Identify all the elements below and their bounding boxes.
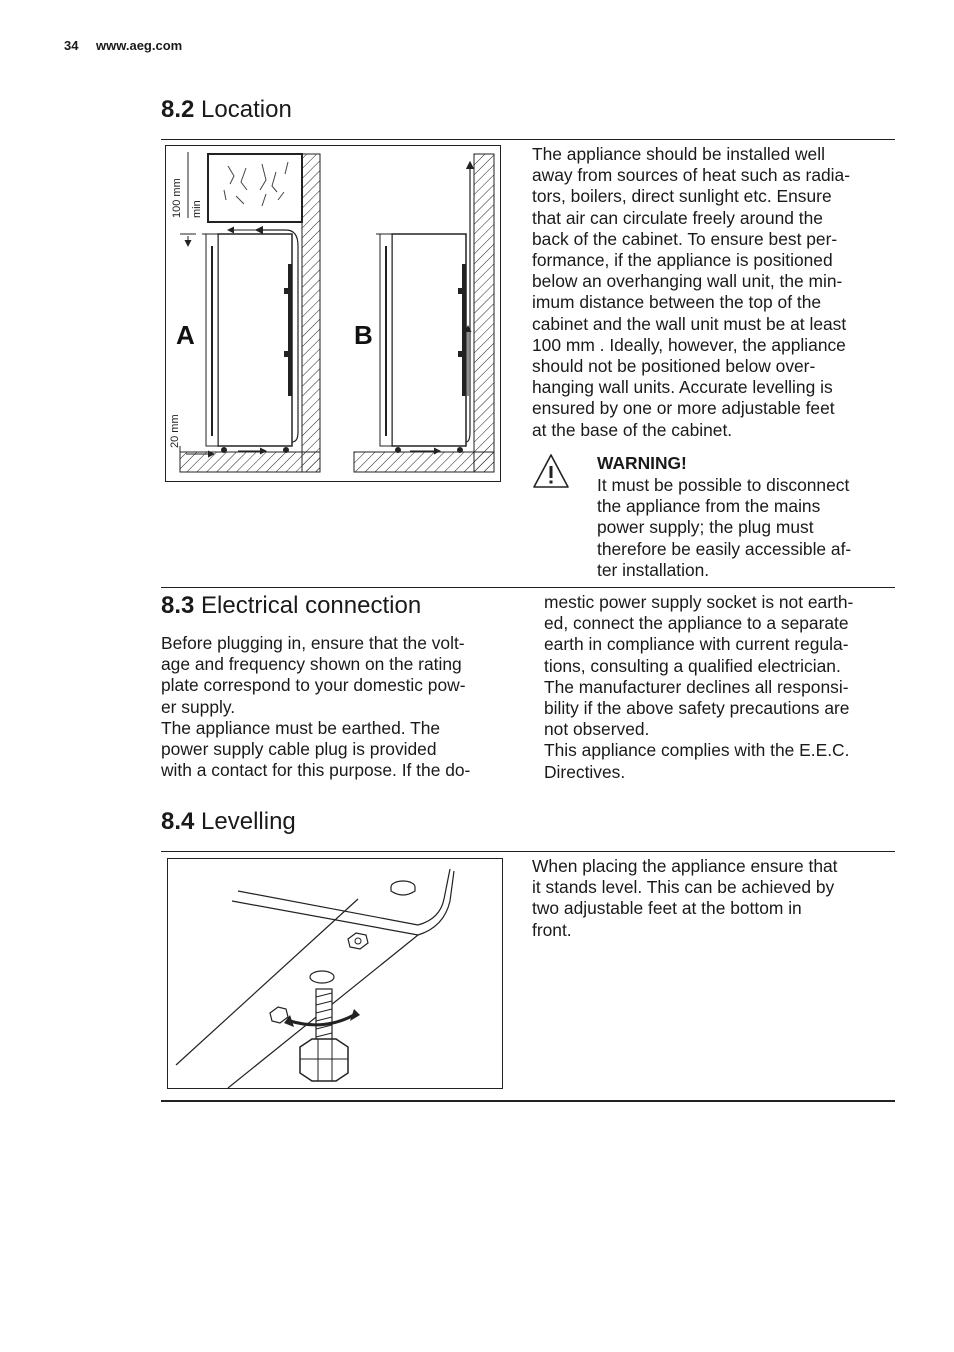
figure-label-b: B xyxy=(354,320,373,350)
wall-a xyxy=(302,154,320,472)
location-text: The appliance should be installed well away from sources of heat such as radia- tors, boilers, direct sunlight etc. Ensure that air can circulate freely around the back of the cabinet. To ensure best per- formance, if the appliance is positioned below an overhanging wall unit, the min- imum distance between the top of the cabinet and the wall unit must be at least 100 mm . Ideally, however, the appliance should not be positioned below over- hanging wall units. Accurate levelling is ensured by one or more adjustable feet at the base of the cabinet. xyxy=(532,144,851,440)
floor-b xyxy=(354,452,494,472)
levelling-diagram xyxy=(168,859,502,1088)
section-heading-electrical xyxy=(161,592,421,620)
warning-text: It must be possible to disconnect the appliance from the mains power supply; the plug must therefore be easily accessible af- ter installation. xyxy=(597,475,852,580)
electrical-text-left: Before plugging in, ensure that the volt- age and frequency shown on the rating plate correspond to your domestic pow- er supply. The appliance must be earthed. The power supply cable plug is provided with a contact for this purpose. If the do- xyxy=(161,633,471,781)
appliance-b xyxy=(392,234,466,446)
location-diagram xyxy=(166,146,500,481)
wall-b xyxy=(474,154,494,472)
section-title: Location xyxy=(201,96,292,123)
section-title: Electrical connection xyxy=(201,592,422,619)
website-url[interactable]: www.aeg.com xyxy=(96,38,183,53)
page-number: 34 xyxy=(64,38,79,53)
levelling-figure xyxy=(167,858,503,1089)
section-title: Levelling xyxy=(201,808,296,835)
divider xyxy=(161,851,895,852)
section-heading-levelling xyxy=(161,808,296,836)
dimension-top-min-label: min xyxy=(191,200,203,218)
appliance-a xyxy=(218,234,292,446)
divider xyxy=(161,139,895,140)
divider xyxy=(161,1100,895,1102)
floor-a xyxy=(180,452,320,472)
dimension-top-label: 100 mm xyxy=(171,178,183,218)
section-heading-location xyxy=(161,96,292,124)
section-number: 8.3 xyxy=(161,592,195,619)
section-number: 8.4 xyxy=(161,808,195,835)
dimension-bottom-label: 20 mm xyxy=(169,414,181,448)
location-figure xyxy=(165,145,501,482)
divider xyxy=(161,587,895,588)
warning-title: WARNING! xyxy=(597,453,687,473)
section-number: 8.2 xyxy=(161,96,195,123)
figure-label-a: A xyxy=(176,320,195,350)
electrical-text-right: mestic power supply socket is not earth- ed, connect the appliance to a separate earth in compliance with current regula- tions, consulting a qualified electrician. The manufacturer declines all responsi- bility if the above safety precautions are not observed. This appliance complies with the E.E.C. Directives. xyxy=(544,592,854,782)
levelling-text: When placing the appliance ensure that it stands level. This can be achieved by two adjustable feet at the bottom in front. xyxy=(532,856,838,940)
warning-triangle-icon xyxy=(532,452,572,492)
